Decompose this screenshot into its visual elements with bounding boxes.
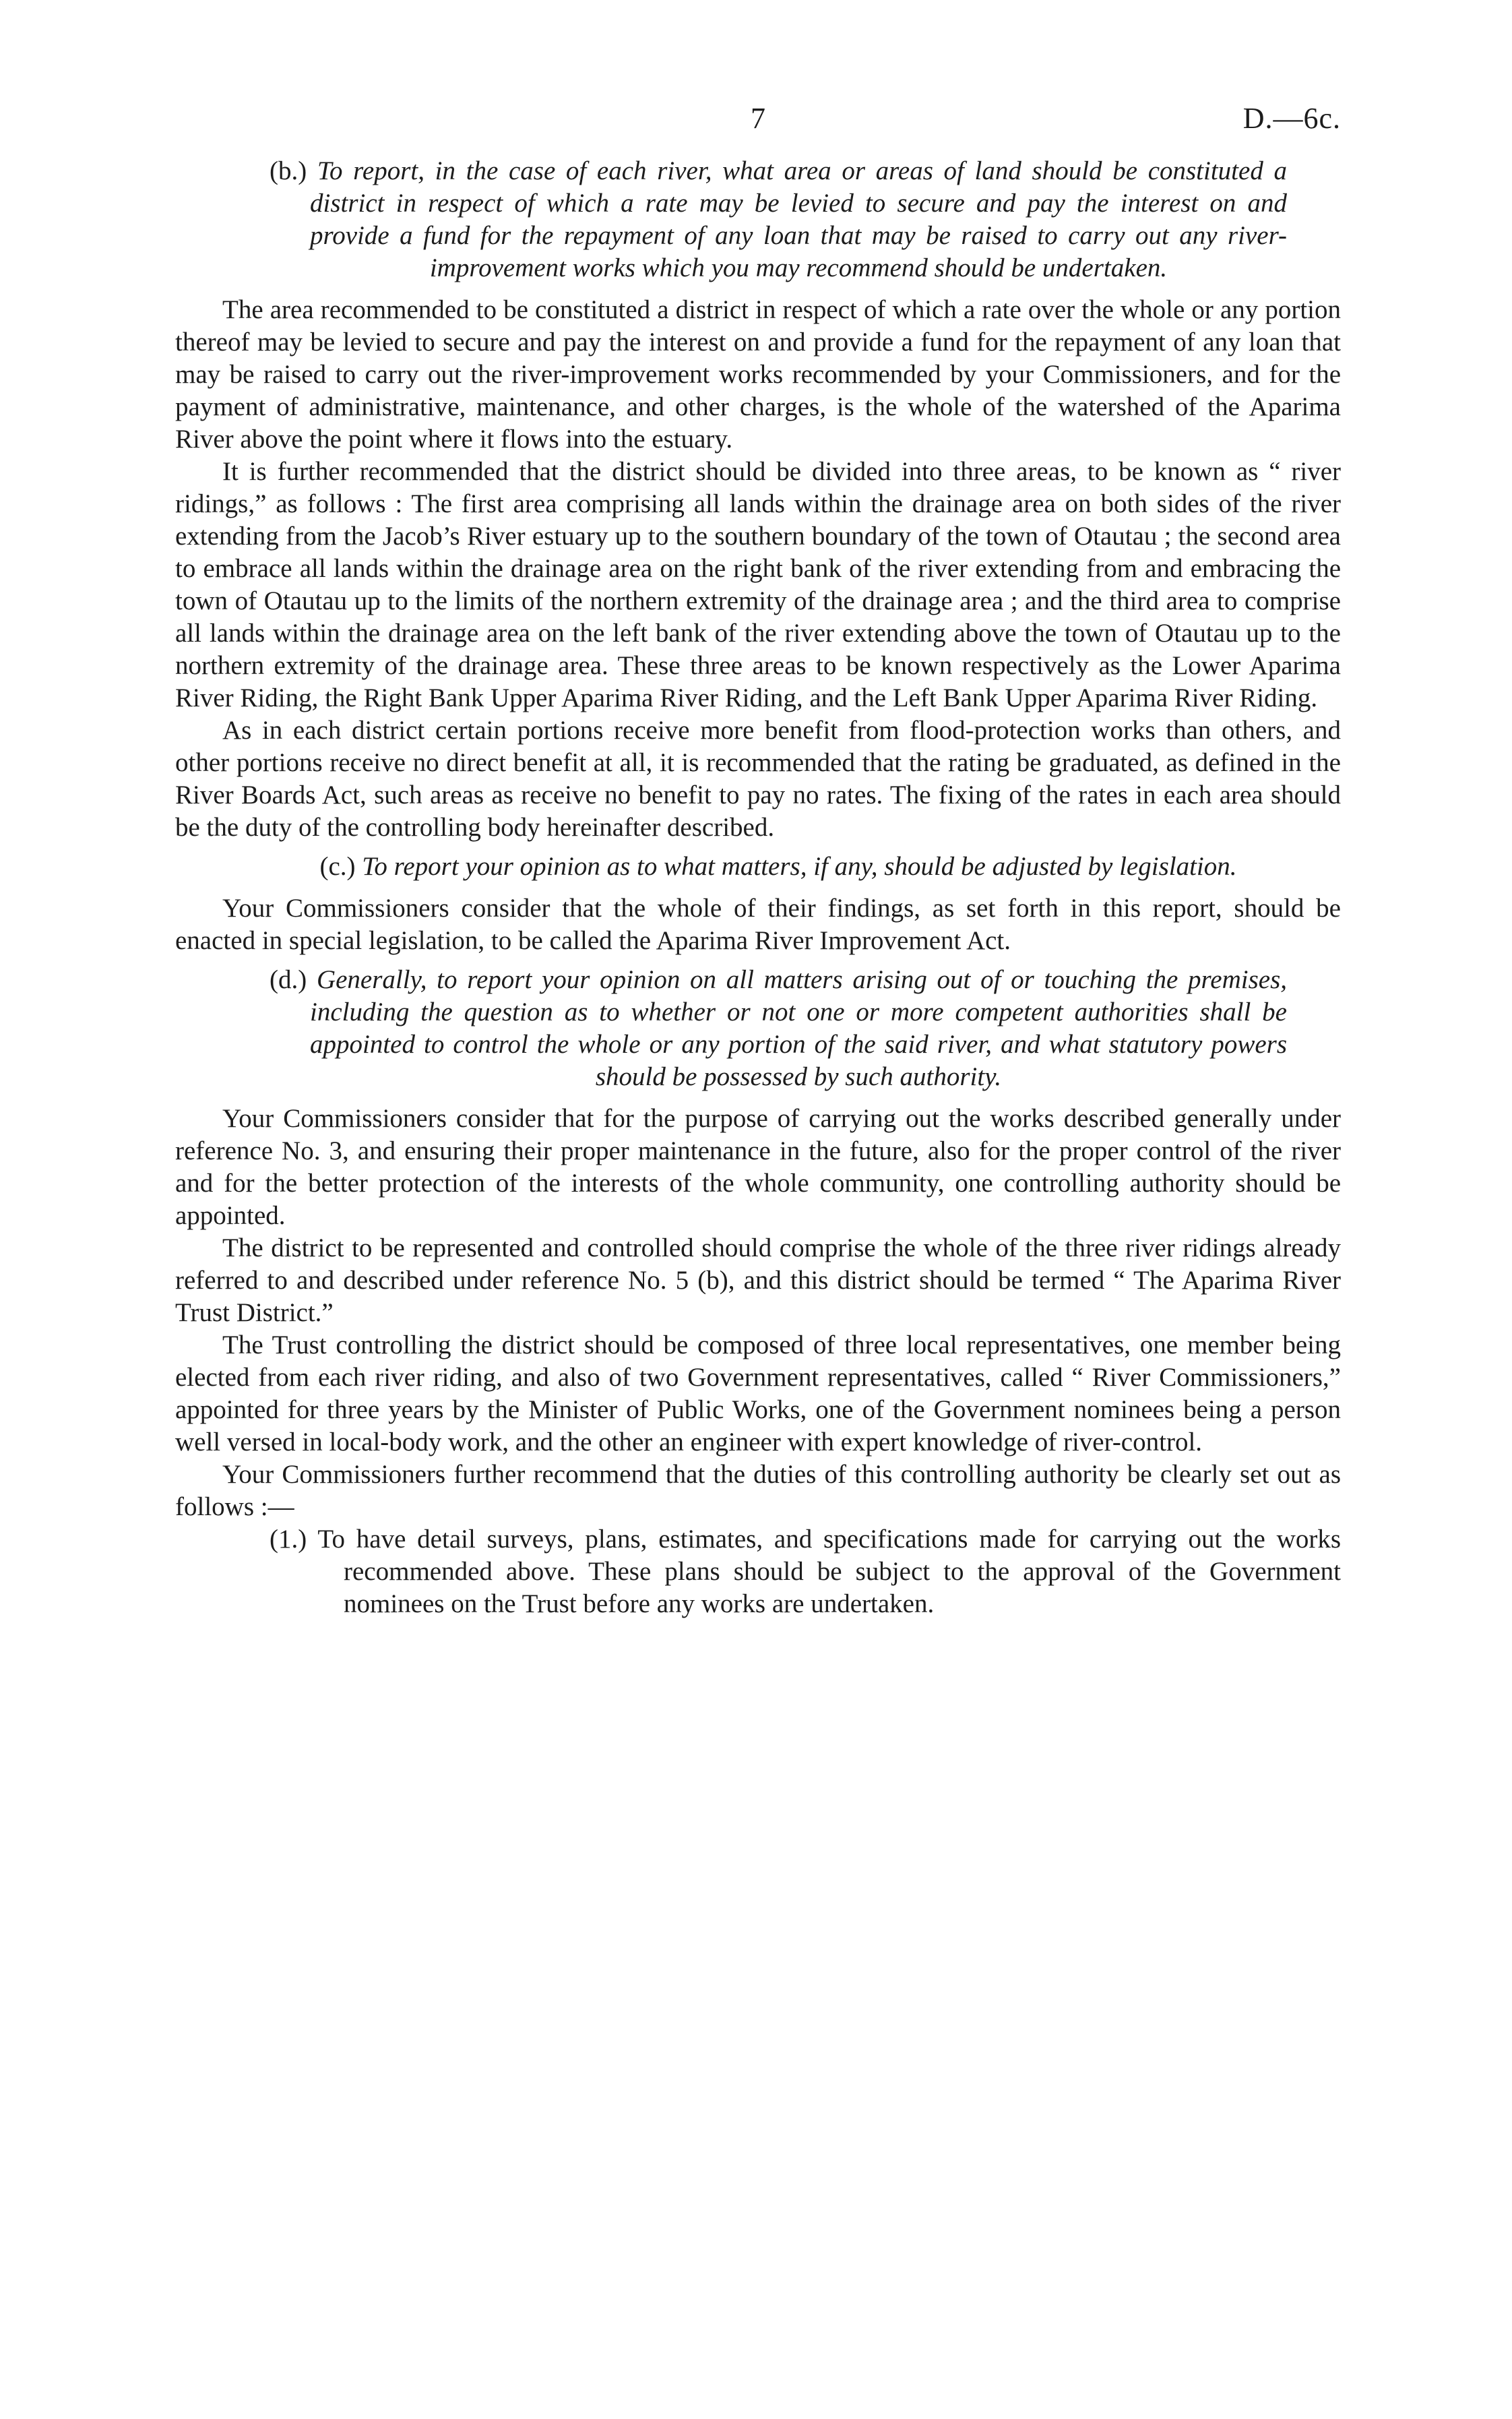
reference-text-b: To report, in the case of each river, what area or areas of land should be constituted a district in respect of which a rate may be levied to secure and pay the interest on and provide a fund for the repayment of any loan that may be raised to carry out any river-improvement works which you may recommend should be undertaken. <box>310 156 1287 282</box>
reference-text-c: To report your opinion as to what matters, if any, should be adjusted by legislation. <box>362 852 1237 881</box>
paragraph-d-4: Your Commissioners further recommend that the duties of this controlling authority be clearly set out as follows :— <box>175 1460 1341 1521</box>
duty-item-text: To have detail surveys, plans, estimates, and specifications made for carrying out the works recommended above. These plans should be subject to the approval of the Government nominees on the Trust before any works are undertaken. <box>317 1525 1341 1618</box>
paragraph-d-3: The Trust controlling the district should be composed of three local representatives, one member being elected from each river riding, and also of two Government representatives, called “ River Commissioners,” appointed for three years by the Minister of Public Works, one of the Government nominees being a person well versed in local-body work, and the other an engineer with expert knowledge of river-control. <box>175 1330 1341 1457</box>
page-number: 7 <box>751 102 765 135</box>
page-header <box>175 101 1341 148</box>
reference-heading-d <box>175 964 1341 1093</box>
paragraph-b-3: As in each district certain portions receive more benefit from flood-protection works than others, and other portions receive no direct benefit at all, it is recommended that the rating be graduated, as defined in the River Boards Act, such areas as receive no benefit to pay no rates. The fixing of the rates in each area should be the duty of the controlling body hereinafter described. <box>175 716 1341 842</box>
reference-heading-c <box>175 851 1341 883</box>
paragraph-b-2: It is further recommended that the district should be divided into three areas, to be known as “ river ridings,” as follows : The first area comprising all lands within the drainage area on both sides of the river extending from the Jacob’s River estuary up to the southern boundary of the town of Otautau ; the second area to embrace all lands within the drainage area on the right bank of the river extending from and embracing the town of Otautau up to the limits of the northern extremity of the drainage area ; and the third area to comprise all lands within the drainage area on the left bank of the river extending above the town of Otautau up to the northern extremity of the drainage area. These three areas to be known respectively as the Lower Aparima River Riding, the Right Bank Upper Aparima River Riding, and the Left Bank Upper Aparima River Riding. <box>175 457 1341 712</box>
duty-item-1 <box>175 1523 1341 1620</box>
document-code: D.—6c. <box>1242 102 1341 135</box>
document-page <box>175 101 1341 2339</box>
paragraph-d-1: Your Commissioners consider that for the purpose of carrying out the works described generally under reference No. 3, and ensuring their proper maintenance in the future, also for the proper control of the river and for the better protection of the interests of the whole community, one controlling authority should be appointed. <box>175 1104 1341 1230</box>
reference-number-b: (b.) <box>270 156 307 185</box>
paragraph-c-1: Your Commissioners consider that the whole of their findings, as set forth in this report, should be enacted in special legislation, to be called the Aparima River Improvement Act. <box>175 894 1341 955</box>
paragraph-b-1: The area recommended to be constituted a district in respect of which a rate over the whole or any portion thereof may be levied to secure and pay the interest on and provide a fund for the repayment of any loan that may be raised to carry out the river-improvement works recommended by your Commissioners, and for the payment of administrative, maintenance, and other charges, is the whole of the watershed of the Aparima River above the point where it flows into the estuary. <box>175 295 1341 454</box>
paragraph-d-2: The district to be represented and controlled should comprise the whole of the three river ridings already referred to and described under reference No. 5 (b), and this district should be termed “ The Aparima River Trust District.” <box>175 1233 1341 1327</box>
reference-number-d: (d.) <box>270 965 307 994</box>
reference-text-d: Generally, to report your opinion on all matters arising out of or touching the premises, including the question as to whether or not one or more competent authorities shall be appointed to control the whole or any portion of the said river, and what statutory powers should be possessed by such authority. <box>310 965 1287 1091</box>
reference-heading-b <box>175 155 1341 284</box>
reference-number-c: (c.) <box>319 852 356 881</box>
duty-item-number: (1.) <box>270 1525 307 1554</box>
